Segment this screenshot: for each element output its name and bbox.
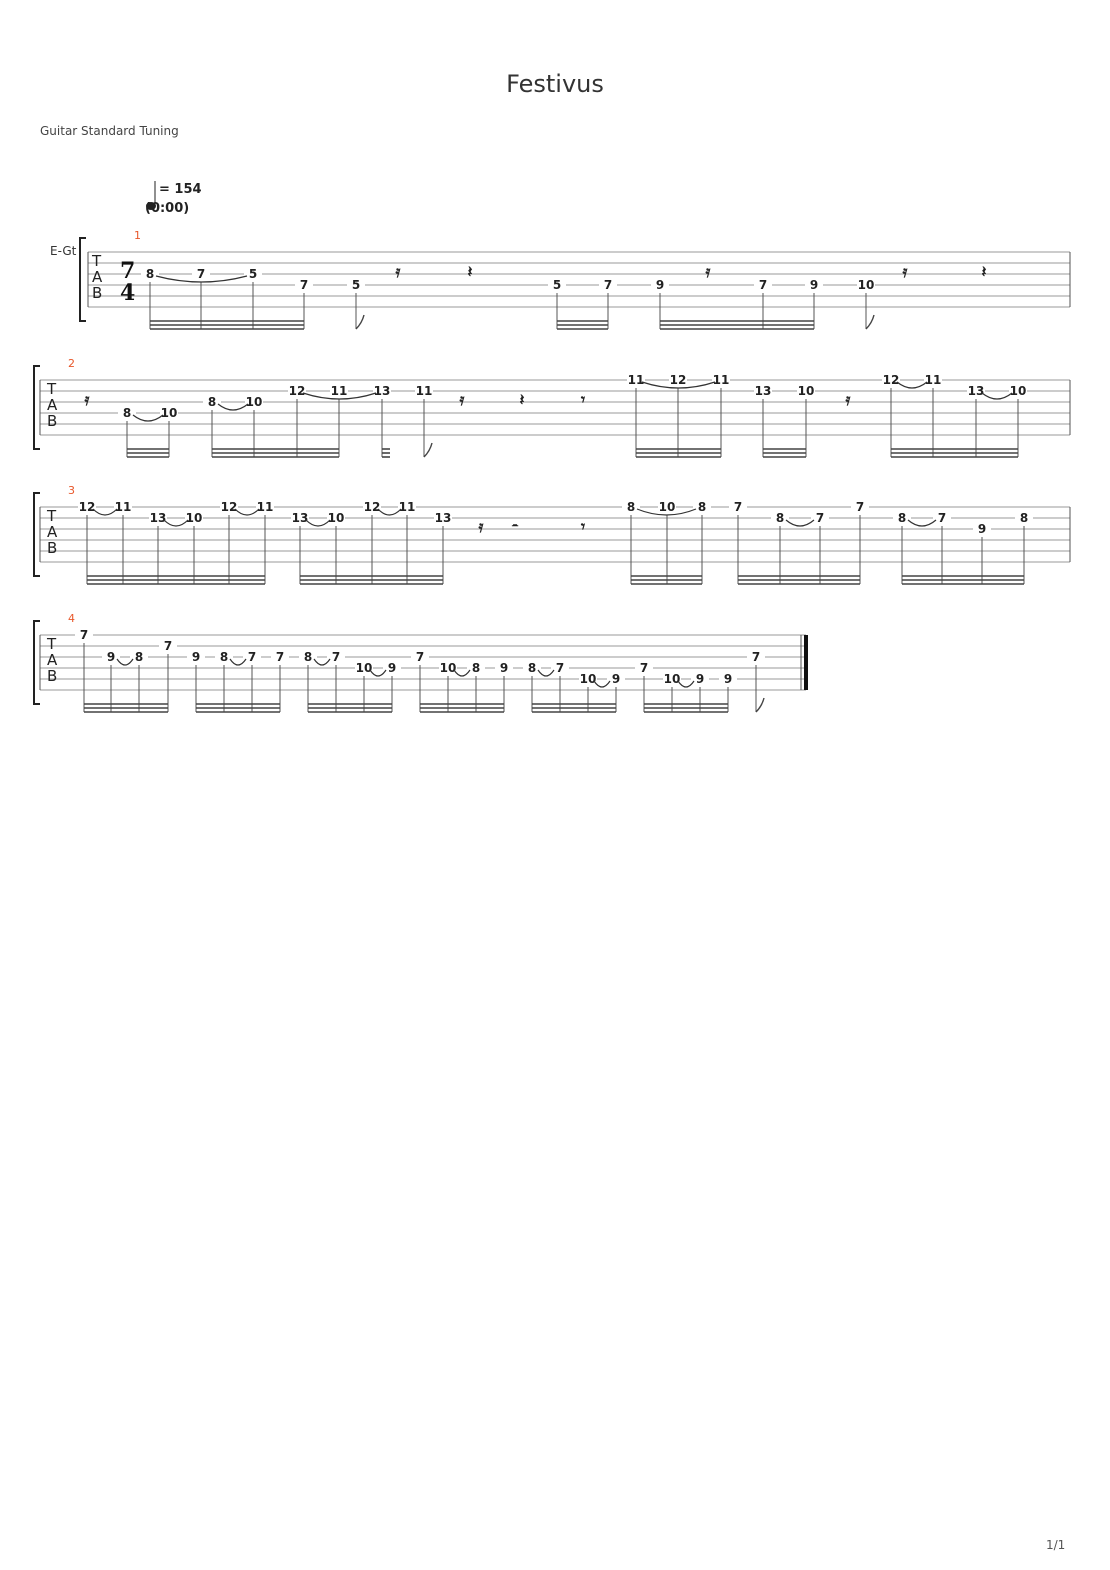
- tab-clef-letter: B: [47, 539, 58, 557]
- fret-number: 11: [114, 500, 132, 514]
- fret-number: 12: [669, 373, 687, 387]
- tie-arc: [93, 509, 117, 515]
- fret-number: 7: [639, 661, 649, 675]
- fret-number: 8: [626, 500, 636, 514]
- fret-number: 9: [191, 650, 201, 664]
- measure-number: 4: [68, 612, 75, 625]
- fret-number: 9: [499, 661, 509, 675]
- tie-arc: [982, 393, 1012, 399]
- fret-number: 9: [695, 672, 705, 686]
- tie-arc: [908, 520, 936, 526]
- fret-number: 8: [122, 406, 132, 420]
- tie-arc: [218, 404, 248, 410]
- fret-number: 10: [857, 278, 875, 292]
- fret-number: 8: [303, 650, 313, 664]
- fret-number: 8: [527, 661, 537, 675]
- fret-number: 8: [207, 395, 217, 409]
- tab-system: [34, 357, 1070, 457]
- fret-number: 7: [196, 267, 206, 281]
- fret-number: 10: [160, 406, 178, 420]
- fret-number: 7: [275, 650, 285, 664]
- rest-symbol: 𝄾: [580, 517, 586, 536]
- fret-number: 10: [658, 500, 676, 514]
- fret-number: 10: [579, 672, 597, 686]
- fret-number: 7: [815, 511, 825, 525]
- fret-number: 8: [897, 511, 907, 525]
- fret-number: 8: [775, 511, 785, 525]
- measure-number: 1: [134, 229, 141, 242]
- rest-symbol: 𝄽: [467, 262, 473, 281]
- fret-number: 9: [655, 278, 665, 292]
- rest-symbol: 𝄿: [84, 390, 90, 409]
- tab-system: [34, 484, 1070, 584]
- system-bracket: [34, 621, 40, 704]
- fret-number: 8: [471, 661, 481, 675]
- system-bracket: [34, 366, 40, 449]
- rest-symbol: 𝄽: [519, 390, 525, 409]
- fret-number: 7: [163, 639, 173, 653]
- tie-arc: [897, 382, 927, 388]
- fret-number: 7: [415, 650, 425, 664]
- fret-number: 11: [627, 373, 645, 387]
- rest-symbol: 𝄿: [459, 390, 465, 409]
- fret-number: 13: [373, 384, 391, 398]
- fret-number: 11: [256, 500, 274, 514]
- note-flag: [866, 315, 874, 329]
- fret-number: 10: [185, 511, 203, 525]
- fret-number: 12: [882, 373, 900, 387]
- fret-number: 9: [723, 672, 733, 686]
- tab-clef-letter: T: [47, 507, 57, 525]
- fret-number: 7: [299, 278, 309, 292]
- tie-arc: [378, 509, 401, 515]
- fret-number: 13: [434, 511, 452, 525]
- fret-number: 10: [663, 672, 681, 686]
- tab-system: [80, 229, 1070, 329]
- fret-number: 9: [977, 522, 987, 536]
- fret-number: 5: [552, 278, 562, 292]
- fret-number: 12: [288, 384, 306, 398]
- tab-clef-letter: B: [47, 412, 58, 430]
- rest-symbol: 𝄿: [902, 262, 908, 281]
- tie-arc: [164, 520, 188, 526]
- tie-arc: [133, 415, 163, 421]
- tie-arc: [306, 520, 330, 526]
- song-title: Festivus: [506, 70, 604, 98]
- tab-clef-letter: A: [47, 523, 58, 541]
- fret-number: 7: [603, 278, 613, 292]
- fret-number: 9: [106, 650, 116, 664]
- fret-number: 12: [220, 500, 238, 514]
- fret-number: 7: [758, 278, 768, 292]
- fret-number: 7: [855, 500, 865, 514]
- rest-symbol: 𝄼: [511, 517, 519, 536]
- fret-number: 13: [967, 384, 985, 398]
- fret-number: 7: [751, 650, 761, 664]
- fret-number: 13: [149, 511, 167, 525]
- time-signature-numerator: 7: [120, 258, 136, 284]
- tab-clef-letter: B: [92, 284, 103, 302]
- time-signature-denominator: 4: [120, 280, 136, 306]
- fret-number: 7: [555, 661, 565, 675]
- fret-number: 11: [398, 500, 416, 514]
- rest-symbol: 𝄽: [981, 262, 987, 281]
- tie-arc: [786, 520, 814, 526]
- fret-number: 5: [351, 278, 361, 292]
- tab-clef-letter: A: [92, 268, 103, 286]
- rest-symbol: 𝄿: [845, 390, 851, 409]
- fret-number: 10: [355, 661, 373, 675]
- fret-number: 8: [697, 500, 707, 514]
- fret-number: 11: [924, 373, 942, 387]
- tempo-time: (0:00): [145, 201, 190, 216]
- fret-number: 7: [79, 628, 89, 642]
- fret-number: 7: [937, 511, 947, 525]
- page-number: 1/1: [1046, 1538, 1066, 1552]
- tempo-bpm: = 154: [159, 182, 202, 197]
- fret-number: 11: [712, 373, 730, 387]
- fret-number: 8: [1019, 511, 1029, 525]
- fret-number: 8: [145, 267, 155, 281]
- fret-number: 10: [327, 511, 345, 525]
- measure-number: 3: [68, 484, 75, 497]
- note-flag: [424, 443, 432, 457]
- tempo-marking: [145, 181, 202, 216]
- fret-number: 5: [248, 267, 258, 281]
- tab-clef-letter: T: [47, 380, 57, 398]
- rest-symbol: 𝄿: [478, 517, 484, 536]
- fret-number: 9: [387, 661, 397, 675]
- rest-symbol: 𝄾: [580, 390, 586, 409]
- fret-number: 10: [439, 661, 457, 675]
- fret-number: 10: [797, 384, 815, 398]
- fret-number: 7: [331, 650, 341, 664]
- instrument-label: E-Gt: [50, 244, 77, 258]
- tuning-label: Guitar Standard Tuning: [40, 124, 179, 138]
- fret-number: 7: [247, 650, 257, 664]
- system-bracket: [34, 493, 40, 576]
- fret-number: 13: [291, 511, 309, 525]
- fret-number: 11: [330, 384, 348, 398]
- tab-system: [34, 612, 806, 712]
- fret-number: 9: [809, 278, 819, 292]
- tie-arc: [235, 509, 259, 515]
- fret-number: 13: [754, 384, 772, 398]
- rest-symbol: 𝄿: [395, 262, 401, 281]
- fret-number: 7: [733, 500, 743, 514]
- fret-number: 8: [134, 650, 144, 664]
- rest-symbol: 𝄿: [705, 262, 711, 281]
- tab-clef-letter: B: [47, 667, 58, 685]
- tab-clef-letter: T: [92, 252, 102, 270]
- fret-number: 12: [78, 500, 96, 514]
- tab-clef-letter: A: [47, 396, 58, 414]
- note-flag: [356, 315, 364, 329]
- tab-clef-letter: A: [47, 651, 58, 669]
- fret-number: 11: [415, 384, 433, 398]
- fret-number: 9: [611, 672, 621, 686]
- fret-number: 12: [363, 500, 381, 514]
- system-bracket: [80, 238, 86, 321]
- fret-number: 8: [219, 650, 229, 664]
- tab-clef-letter: T: [47, 635, 57, 653]
- measure-number: 2: [68, 357, 75, 370]
- fret-number: 10: [1009, 384, 1027, 398]
- fret-number: 10: [245, 395, 263, 409]
- note-flag: [756, 698, 764, 712]
